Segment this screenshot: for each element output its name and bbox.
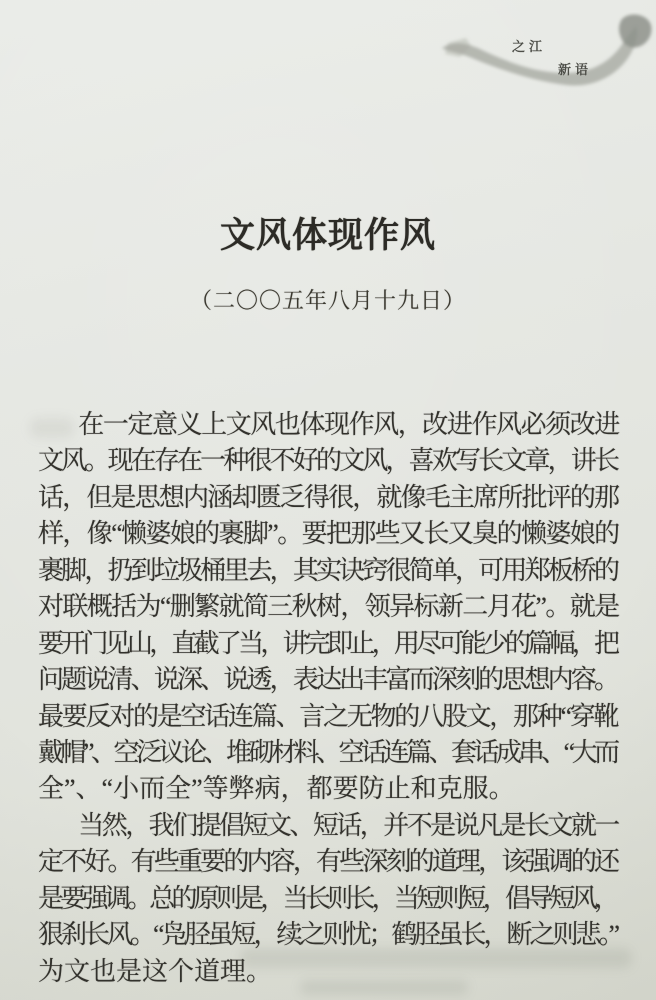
text-line-4: 样，像“懒婆娘的裹脚”。要把那些又长又臭的懒婆娘的	[38, 519, 619, 549]
article-title: 文风体现作风	[219, 216, 436, 255]
page-showthrough-smudge	[30, 418, 74, 438]
text-line-3: 话，但是思想内涵却匮乏得很，就像毛主席所批评的那	[38, 482, 619, 512]
text-line-11: 全”、“小而全”等弊病，都要防止和克服。	[38, 774, 515, 804]
text-line-12: 当然，我们提倡短文、短话，并不是说凡是长文就一	[78, 810, 618, 840]
page-showthrough-smudge	[300, 980, 468, 995]
text-line-14: 是要强调。总的原则是，当长则长，当短则短，倡导短风，	[38, 883, 617, 913]
article-date: （二〇〇五年八月十九日）	[189, 288, 466, 313]
text-line-6: 对联概括为“删繁就简三秋树，领异标新二月花”。就是	[38, 592, 619, 622]
text-line-15: 狠刹长风。“凫胫虽短，续之则忧；鹤胫虽长，断之则悲。”	[38, 920, 618, 950]
zhijiang-xinyu-logo	[426, 12, 656, 112]
text-line-2: 文风。现在存在一种很不好的文风，喜欢写长文章，讲长	[38, 446, 618, 476]
text-line-10: 戴帽”、空泛议论、堆砌材料、空话连篇、套话成串、“大而	[38, 737, 617, 767]
text-line-16: 为文也是这个道理。	[38, 956, 273, 986]
page-showthrough-smudge	[240, 948, 632, 968]
text-line-7: 要开门见山，直截了当，讲完即止，用尽可能少的篇幅，把	[38, 628, 617, 658]
logo-text-line2: 新语	[558, 62, 593, 77]
text-line-5: 裹脚，扔到垃圾桶里去，其实诀窍很简单，可用郑板桥的	[38, 555, 618, 585]
text-line-1: 在一定意义上文风也体现作风，改进作风必须改进	[78, 410, 619, 439]
text-line-9: 最要反对的是空话连篇、言之无物的八股文，那种“穿靴	[38, 701, 618, 731]
text-line-13: 定不好。有些重要的内容，有些深刻的道理，该强调的还	[38, 847, 618, 877]
brush-stroke-icon	[426, 12, 656, 112]
article-body	[38, 407, 620, 990]
logo-text-line1: 之江	[512, 39, 547, 54]
text-line-8: 问题说清、说深、说透，表达出丰富而深刻的思想内容。	[38, 665, 618, 695]
